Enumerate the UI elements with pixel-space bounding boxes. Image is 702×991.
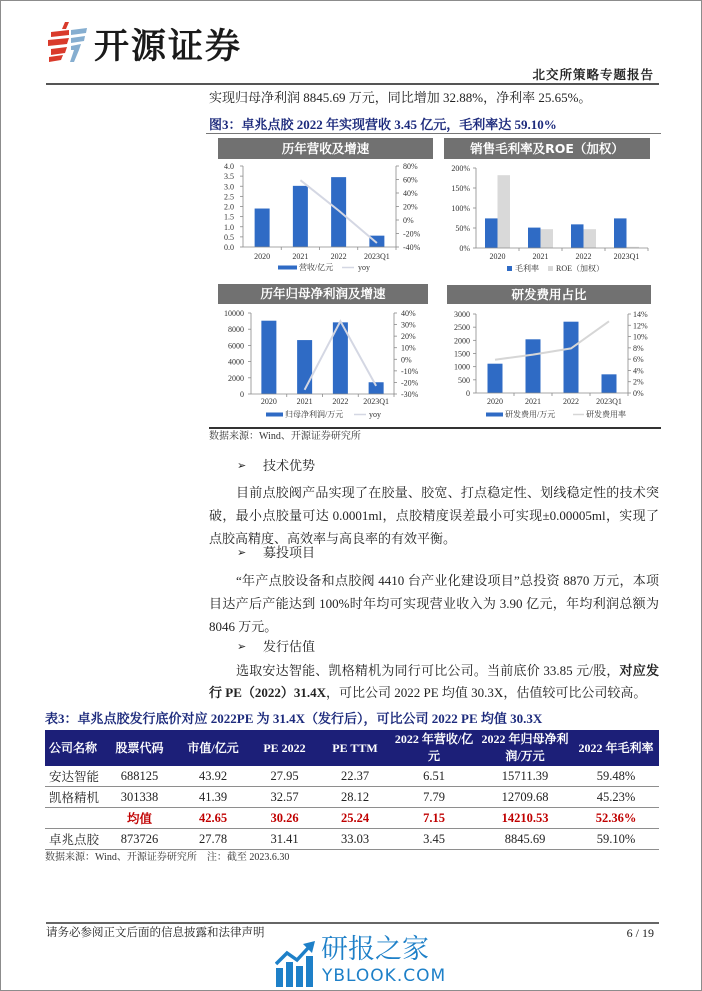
table-cell: 688125 (103, 766, 176, 787)
table-cell: 25.24 (319, 808, 391, 829)
bullet-arrow-icon: ➢ (237, 546, 247, 559)
chart-2-plot (441, 135, 655, 277)
chart-1-plot (213, 135, 437, 277)
table-cell: 33.03 (319, 829, 391, 850)
x-tick-label: 2020 (260, 397, 277, 406)
column-header: 2022 年归母净利润/万元 (477, 730, 573, 766)
figure-title (209, 117, 557, 133)
y-tick-label-right: 12% (633, 321, 648, 331)
footer-divider (46, 922, 659, 924)
watermark-name: 研报之家 (321, 934, 429, 965)
figure-title-divider (206, 133, 661, 134)
legend-label: 研发费用率 (586, 410, 626, 419)
x-tick-label: 2023Q1 (613, 252, 640, 261)
table-cell: 59.10% (573, 829, 659, 850)
column-header: 2022 年毛利率 (573, 730, 659, 766)
valuation-highlight: 对应发行 PE（2022）31.4X (209, 663, 659, 700)
figure-bottom-divider (209, 427, 661, 429)
comparable-companies-table (45, 730, 659, 850)
chart-1 (213, 135, 437, 277)
table-cell: 42.65 (176, 808, 250, 829)
y-tick-label-right: 0% (633, 389, 644, 398)
table-cell: 7.79 (391, 787, 477, 808)
table-cell: 45.23% (573, 787, 659, 808)
report-type: 北交所策略专题报告 (532, 68, 654, 82)
legend-item (342, 263, 370, 272)
x-tick-label: 2021 (525, 397, 541, 406)
bar (331, 177, 346, 247)
x-tick-label: 2022 (330, 252, 347, 261)
y-tick-label-right: 0% (401, 355, 412, 365)
figure-source: 数据来源：Wind、开源证券研究所 (209, 431, 361, 442)
table-cell: 凯格精机 (45, 787, 103, 808)
y-tick-label-right: -10% (401, 366, 419, 376)
y-tick-label-left: 3.5 (224, 172, 234, 182)
table-cell: 873726 (103, 829, 176, 850)
table-cell: 31.41 (250, 829, 319, 850)
legend-label: yoy (369, 410, 381, 419)
table-cell: 均值 (103, 808, 176, 829)
table-row (45, 787, 659, 808)
y-tick-label-left: 10000 (224, 309, 244, 318)
bar (614, 218, 627, 248)
bar (485, 218, 498, 248)
column-header: 公司名称 (45, 730, 103, 766)
table-cell: 7.15 (391, 808, 477, 829)
page-number: 6 / 19 (626, 926, 654, 940)
y-tick-label-left: 3000 (454, 310, 470, 319)
legend-label: 研发费用/万元 (505, 410, 556, 419)
table-row (45, 829, 659, 850)
bar (526, 339, 541, 393)
y-tick-label-left: 0% (459, 244, 470, 253)
paragraph-valuation (209, 660, 659, 704)
table-cell: 301338 (103, 787, 176, 808)
y-tick-label-right: 20% (403, 202, 418, 212)
legend-label: ROE（加权） (556, 264, 604, 273)
y-tick-label-left: 2000 (228, 373, 244, 383)
x-tick-label: 2022 (563, 397, 579, 406)
table-cell: 8845.69 (477, 829, 573, 850)
bar (571, 224, 584, 248)
y-tick-label-right: 60% (403, 175, 418, 185)
bar (297, 340, 312, 394)
y-tick-label-right: 40% (403, 189, 418, 198)
y-tick-label-left: 1000 (454, 362, 470, 372)
bar (584, 229, 597, 248)
y-tick-label-left: 3.0 (224, 182, 234, 192)
table-cell: 6.51 (391, 766, 477, 787)
y-tick-label-right: -20% (403, 229, 421, 239)
y-tick-label-left: 0 (240, 390, 244, 399)
chart-title: 历年归母净利润及增速 (218, 284, 428, 304)
figure-title-text: 卓兆点胶 2022 年实现营收 3.45 亿元，毛利率达 59.10% (241, 117, 557, 132)
y-tick-label-right: 2% (633, 377, 644, 387)
table-cell: 14210.53 (477, 808, 573, 829)
column-header: PE 2022 (250, 730, 319, 766)
legend-label: 营收/亿元 (299, 263, 334, 272)
header-divider (46, 83, 659, 85)
legend-label: 归母净利润/万元 (285, 410, 344, 419)
bar (488, 364, 503, 393)
y-tick-label-left: 4000 (228, 357, 244, 367)
bar (541, 229, 554, 248)
y-tick-label-left: 100% (451, 204, 470, 213)
table-row (45, 766, 659, 787)
y-tick-label-left: 0.5 (224, 232, 234, 242)
bullet-arrow-icon: ➢ (237, 640, 247, 653)
chart-title: 研发费用占比 (447, 285, 651, 304)
x-tick-label: 2020 (254, 252, 271, 261)
y-tick-label-left: 150% (451, 184, 470, 193)
y-tick-label-left: 1.5 (224, 212, 234, 222)
table-cell: 41.39 (176, 787, 250, 808)
brand-name: 开源证券 (94, 27, 243, 67)
chart-title: 销售毛利率及ROE（加权） (444, 138, 650, 159)
x-tick-label: 2022 (332, 397, 349, 406)
table-label: 表3： (45, 711, 78, 726)
table-header-row (45, 730, 659, 766)
bar (498, 175, 511, 248)
bar (528, 228, 541, 248)
x-tick-label: 2021 (532, 252, 549, 261)
chart-4-plot (441, 281, 655, 423)
intro-text: 实现归母净利润 8845.69 万元，同比增加 32.88%，净利率 25.65%。 (209, 90, 592, 105)
y-tick-label-left: 0.0 (224, 243, 234, 252)
y-tick-label-right: 10% (401, 343, 416, 353)
table-cell: 28.12 (319, 787, 391, 808)
table-title-text: 卓兆点胶发行底价对应 2022PE 为 31.4X（发行后），可比公司 2022 PE 均值 30.3X (77, 711, 543, 726)
column-header: 2022 年营收/亿元 (391, 730, 477, 766)
chart-3-plot (213, 281, 437, 423)
table-cell: 3.45 (391, 829, 477, 850)
y-tick-label-left: 1.0 (224, 222, 234, 232)
legend-item (354, 410, 381, 419)
y-tick-label-left: 2.0 (224, 202, 234, 212)
y-tick-label-right: 80% (403, 162, 418, 171)
section-heading-text: 发行估值 (263, 639, 316, 654)
legend-item (486, 409, 555, 419)
table-cell: 32.57 (250, 787, 319, 808)
bar (602, 374, 617, 393)
table-cell: 安达智能 (45, 766, 103, 787)
table-cell: 15711.39 (477, 766, 573, 787)
watermark-chart-icon (275, 941, 315, 987)
table-cell: 30.26 (250, 808, 319, 829)
x-tick-label: 2021 (292, 252, 309, 261)
valuation-text-end: ，可比公司 2022 PE 均值 30.3X，估值较可比公司较高。 (326, 685, 647, 700)
chart-title: 历年营收及增速 (218, 138, 433, 159)
table-row-average (45, 808, 659, 829)
y-tick-label-left: 1500 (454, 349, 470, 359)
valuation-text: 选取安达智能、凯格精机为同行可比公司。当前底价 33.85 元/股， (236, 663, 620, 678)
footer-disclaimer: 请务必参阅正文后面的信息披露和法律声明 (46, 927, 265, 939)
x-tick-label: 2023Q1 (363, 397, 390, 406)
y-tick-label-right: 4% (633, 366, 644, 376)
legend-label: 毛利率 (515, 264, 539, 273)
watermark-domain: YBLOOK.COM (322, 966, 447, 986)
figure-label: 图3： (209, 117, 242, 132)
y-tick-label-left: 2500 (454, 323, 470, 333)
y-tick-label-left: 0 (466, 389, 470, 398)
legend-swatch (486, 413, 503, 417)
chart-2 (441, 135, 655, 277)
y-tick-label-left: 8000 (228, 325, 244, 335)
table-cell: 52.36% (573, 808, 659, 829)
column-header: 股票代码 (103, 730, 176, 766)
legend-label: yoy (358, 263, 370, 272)
y-tick-label-right: 40% (401, 309, 416, 318)
table-source: 数据来源：Wind、开源证券研究所 注：截至 2023.6.30 (45, 852, 290, 863)
bar (293, 186, 308, 247)
bar (255, 209, 270, 247)
y-tick-label-right: -30% (401, 390, 419, 399)
x-tick-label: 2020 (489, 252, 506, 261)
bar (261, 321, 276, 394)
section-heading-text: 募投项目 (263, 545, 316, 560)
line-series (495, 321, 609, 359)
bullet-arrow-icon: ➢ (237, 459, 247, 472)
paragraph-projects: “年产点胶设备和点胶阀 4410 台产业化建设项目”总投资 8870 万元，本项目达产后产能达到 100%时年均可实现营业收入为 3.90 亿元，年均利润总额为 8046 万元。 (209, 573, 659, 634)
table-cell: 59.48% (573, 766, 659, 787)
chart-4 (441, 281, 655, 423)
y-tick-label-right: 0% (403, 216, 414, 225)
table-title (45, 711, 542, 727)
table-cell: 22.37 (319, 766, 391, 787)
legend-swatch (266, 413, 283, 417)
y-tick-label-right: 10% (633, 332, 648, 342)
legend-item (573, 409, 626, 419)
x-tick-label: 2020 (487, 397, 503, 406)
legend-swatch (507, 266, 512, 271)
y-tick-label-right: -40% (403, 243, 421, 252)
y-tick-label-right: 8% (633, 343, 644, 353)
table-cell: 27.95 (250, 766, 319, 787)
y-tick-label-right: 20% (401, 332, 416, 342)
table-cell: 卓兆点胶 (45, 829, 103, 850)
table-cell: 12709.68 (477, 787, 573, 808)
x-tick-label: 2022 (575, 252, 592, 261)
legend-swatch (548, 266, 553, 271)
section-heading-text: 技术优势 (263, 458, 316, 473)
legend-item (507, 263, 539, 273)
y-tick-label-right: 6% (633, 355, 644, 365)
y-tick-label-left: 50% (455, 224, 470, 233)
legend-swatch (278, 266, 297, 270)
column-header: 市值/亿元 (176, 730, 250, 766)
legend-item (548, 263, 604, 273)
y-tick-label-right: -20% (401, 378, 419, 388)
paragraph-tech: 目前点胶阀产品实现了在胶量、胶宽、打点稳定性、划线稳定性的技术突破，最小点胶量可达 0.0001ml，点胶精度误差最小可实现±0.00005ml，实现了点胶高精度、高效率与高良率的有效平衡。 (209, 485, 659, 546)
y-tick-label-left: 2.5 (224, 192, 234, 202)
x-tick-label: 2023Q1 (363, 252, 390, 261)
y-tick-label-right: 30% (401, 320, 416, 330)
x-tick-label: 2023Q1 (596, 397, 622, 406)
y-tick-label-left: 4.0 (224, 162, 234, 171)
legend-item (266, 409, 343, 419)
table-cell: 27.78 (176, 829, 250, 850)
y-tick-label-left: 500 (458, 375, 470, 385)
y-tick-label-right: 14% (633, 310, 648, 319)
y-tick-label-left: 2000 (454, 336, 470, 346)
column-header: PE TTM (319, 730, 391, 766)
x-tick-label: 2021 (296, 397, 313, 406)
brand-logo-icon (45, 20, 89, 64)
bar (564, 322, 579, 393)
table-cell (45, 808, 103, 829)
table-cell: 43.92 (176, 766, 250, 787)
y-tick-label-left: 6000 (228, 341, 244, 351)
chart-3 (213, 281, 437, 423)
y-tick-label-left: 200% (451, 164, 470, 173)
legend-item (278, 262, 333, 272)
